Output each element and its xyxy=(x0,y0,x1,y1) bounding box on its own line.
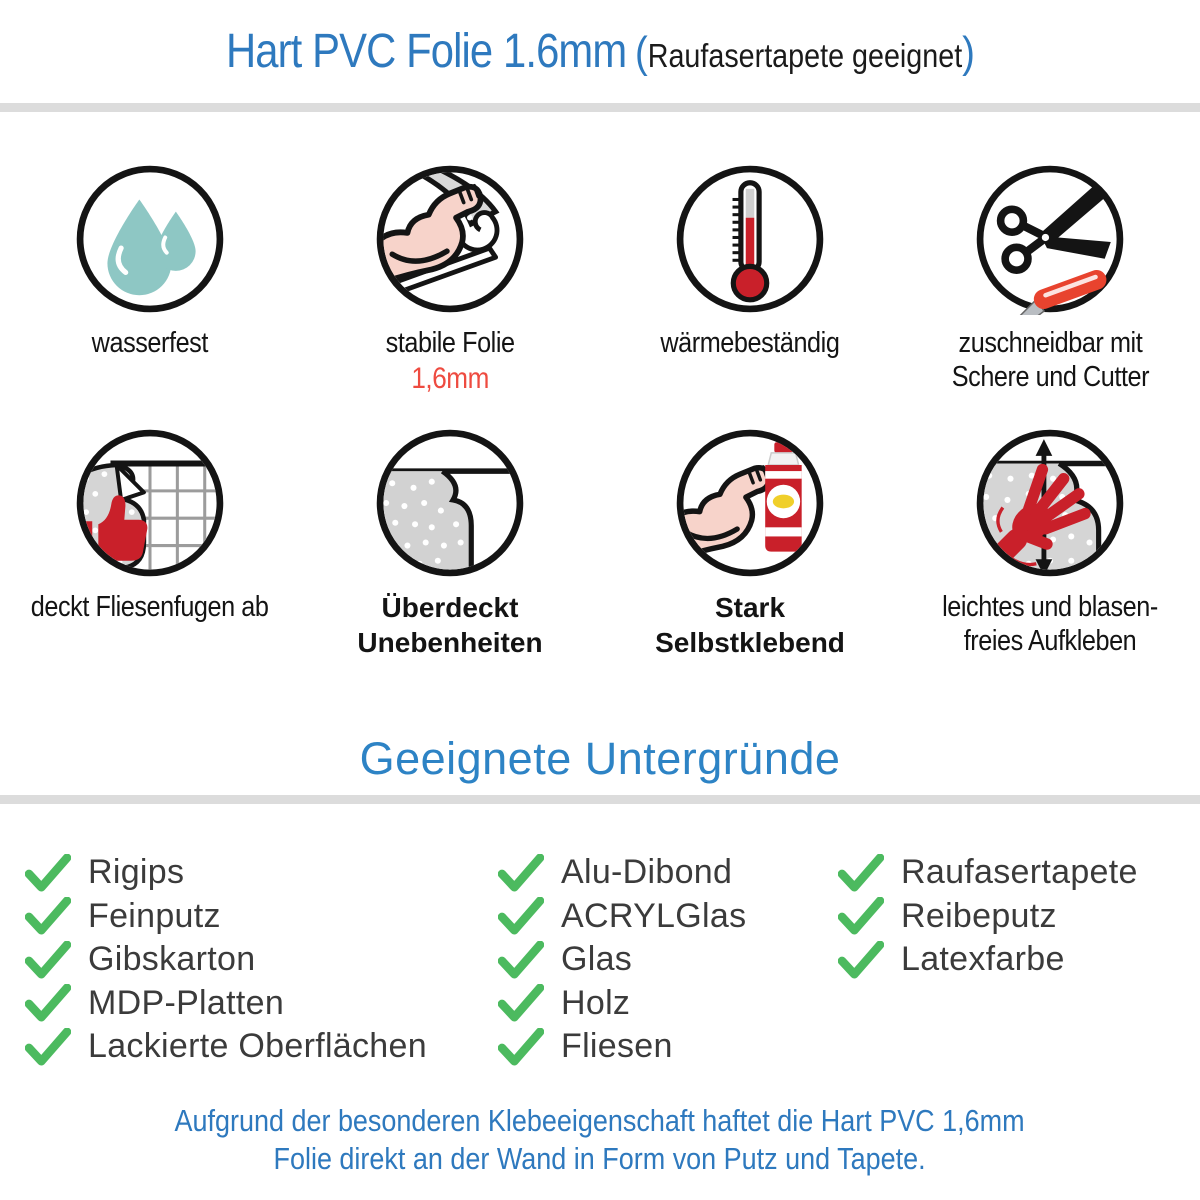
section-heading: Geeignete Untergründe xyxy=(359,733,841,784)
substrate-label: Rigips xyxy=(88,853,185,892)
substrate-label: Reibeputz xyxy=(901,896,1057,935)
feature-stabile-folie xyxy=(300,163,600,427)
substrate-label: MDP-Platten xyxy=(88,983,285,1022)
thumb-tiles-icon xyxy=(74,427,226,579)
substrates-list xyxy=(0,851,1200,1091)
substrate-label: Holz xyxy=(561,983,631,1022)
substrate-label: ACRYLGlas xyxy=(561,896,747,935)
substrate-label: Feinputz xyxy=(88,896,221,935)
footer-note xyxy=(0,1102,1200,1178)
feature-zuschneidbar xyxy=(900,163,1200,427)
substrate-item xyxy=(25,982,427,1026)
substrate-item xyxy=(25,938,427,982)
divider-bar-middle xyxy=(0,795,1200,804)
checkmark-icon xyxy=(25,941,71,979)
feature-wasserfest xyxy=(0,163,300,427)
substrate-item xyxy=(498,895,746,939)
substrate-label: Fliesen xyxy=(561,1027,673,1066)
substrate-item xyxy=(838,938,1138,982)
scissors-cutter-icon xyxy=(974,163,1126,315)
substrate-item xyxy=(498,1025,746,1069)
feature-caption: Stark xyxy=(714,592,786,623)
footer-line-2: Folie direkt an der Wand in Form von Putz und Tapete. xyxy=(273,1141,927,1176)
foil-fold-icon xyxy=(374,427,526,579)
feature-caption: Selbstklebend xyxy=(655,627,845,658)
checkmark-icon xyxy=(25,897,71,935)
substrate-item xyxy=(498,851,746,895)
checkmark-icon xyxy=(25,1028,71,1066)
feature-caption: zuschneidbar mit xyxy=(958,327,1142,359)
feature-caption: stabile Folie xyxy=(385,327,515,359)
footer-line-1: Aufgrund der besonderen Klebeeigenschaft haftet die Hart PVC 1,6mm xyxy=(174,1103,1026,1138)
substrate-label: Raufasertapete xyxy=(901,853,1138,892)
feature-thickness-accent: 1,6mm xyxy=(411,362,489,395)
checkmark-icon xyxy=(498,854,544,892)
feature-waermebestaendig xyxy=(600,163,900,427)
substrates-column-3 xyxy=(838,851,1138,982)
substrate-item xyxy=(838,851,1138,895)
substrates-column-2 xyxy=(498,851,746,1069)
feature-fliesenfugen xyxy=(0,427,300,660)
feature-caption: freies Aufkleben xyxy=(963,625,1137,657)
checkmark-icon xyxy=(498,941,544,979)
feature-selbstklebend xyxy=(600,427,900,660)
checkmark-icon xyxy=(498,984,544,1022)
feature-unebenheiten xyxy=(300,427,600,660)
title-paren-open: ( xyxy=(634,28,648,77)
substrate-item xyxy=(25,1025,427,1069)
substrate-label: Latexfarbe xyxy=(901,940,1065,979)
substrates-column-1 xyxy=(25,851,427,1069)
substrate-label: Gibskarton xyxy=(88,940,256,979)
divider-bar-top xyxy=(0,103,1200,112)
feature-caption: leichtes und blasen- xyxy=(942,591,1158,623)
water-drops-icon xyxy=(74,163,226,315)
feature-caption: Unebenheiten xyxy=(357,627,543,658)
checkmark-icon xyxy=(498,1028,544,1066)
checkmark-icon xyxy=(838,941,884,979)
feature-caption: Überdeckt xyxy=(381,592,519,623)
substrate-item xyxy=(498,982,746,1026)
substrate-item xyxy=(498,938,746,982)
muscle-foil-icon xyxy=(374,163,526,315)
feature-caption: Schere und Cutter xyxy=(951,361,1149,393)
checkmark-icon xyxy=(25,854,71,892)
hand-smooth-icon xyxy=(974,427,1126,579)
substrate-label: Lackierte Oberflächen xyxy=(88,1027,427,1066)
page-title xyxy=(0,24,1200,79)
feature-aufkleben xyxy=(900,427,1200,660)
substrate-item xyxy=(25,851,427,895)
feature-caption: deckt Fliesenfugen ab xyxy=(31,591,269,623)
checkmark-icon xyxy=(838,897,884,935)
title-main: Hart PVC Folie 1.6mm xyxy=(225,25,626,78)
muscle-glue-icon xyxy=(674,427,826,579)
checkmark-icon xyxy=(838,854,884,892)
title-subtitle: Raufasertapete geeignet xyxy=(647,37,962,74)
thermometer-icon xyxy=(674,163,826,315)
substrate-item xyxy=(838,895,1138,939)
checkmark-icon xyxy=(25,984,71,1022)
feature-caption: wasserfest xyxy=(91,327,209,359)
substrate-label: Glas xyxy=(561,940,633,979)
substrate-item xyxy=(25,895,427,939)
substrate-label: Alu-Dibond xyxy=(561,853,733,892)
title-paren-close: ) xyxy=(961,28,975,77)
feature-grid xyxy=(0,163,1200,660)
checkmark-icon xyxy=(498,897,544,935)
feature-caption: wärmebeständig xyxy=(660,327,840,359)
